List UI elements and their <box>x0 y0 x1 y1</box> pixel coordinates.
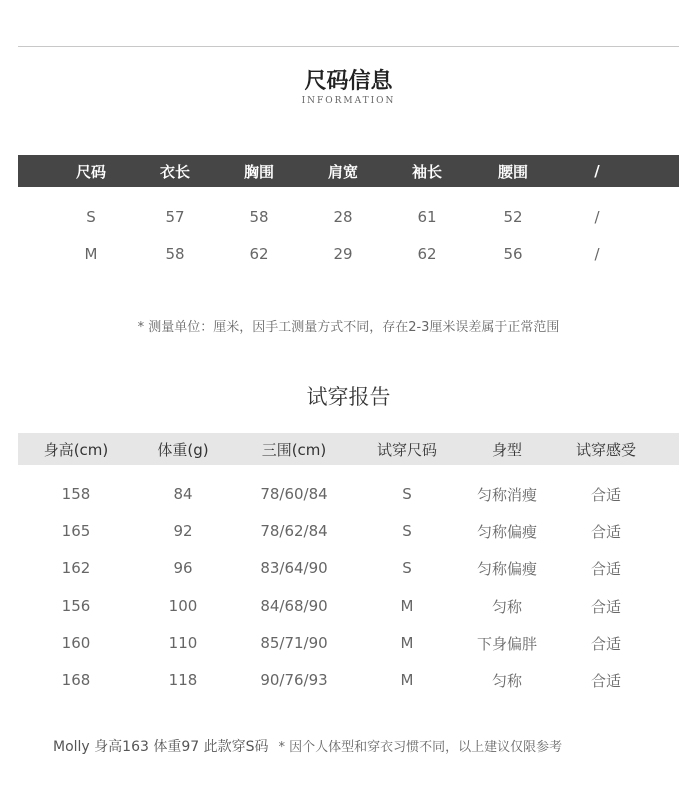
trial-cell: 85/71/90 <box>260 634 328 652</box>
size-cell: 62 <box>417 245 437 263</box>
trial-cell: 下身偏胖 <box>476 634 537 653</box>
trial-cell: 83/64/90 <box>260 559 328 577</box>
trial-cell: 84/68/90 <box>260 597 328 615</box>
size-info-subtitle: INFORMATION <box>301 96 396 106</box>
size-cell: S <box>86 208 96 226</box>
trial-table-row <box>18 519 679 543</box>
trial-cell: 匀称 <box>491 671 522 690</box>
size-cell: 58 <box>249 208 269 226</box>
trial-cell: 110 <box>168 634 198 652</box>
size-cell: 52 <box>503 208 523 226</box>
size-table-row <box>18 205 679 229</box>
trial-header-cell: 试穿尺码 <box>376 440 437 459</box>
trial-cell: 合适 <box>590 559 621 578</box>
size-header-cell: / <box>594 162 600 180</box>
trial-cell: 匀称消瘦 <box>476 485 537 504</box>
top-divider <box>18 46 679 47</box>
trial-table-row <box>18 556 679 580</box>
size-table-row <box>18 242 679 266</box>
trial-report-title: 试穿报告 <box>306 385 391 409</box>
fit-disclaimer: * 因个人体型和穿衣习惯不同，以上建议仅限参考 <box>278 740 563 755</box>
size-table-header <box>18 155 679 187</box>
trial-cell: 96 <box>173 559 193 577</box>
size-cell: 62 <box>249 245 269 263</box>
trial-cell: 162 <box>61 559 91 577</box>
size-cell: M <box>84 245 98 263</box>
size-header-cell: 胸围 <box>243 162 274 181</box>
trial-cell: 160 <box>61 634 91 652</box>
trial-table-row <box>18 631 679 655</box>
trial-cell: 合适 <box>590 597 621 616</box>
trial-header-cell: 试穿感受 <box>575 440 636 459</box>
trial-cell: 158 <box>61 485 91 503</box>
size-header-cell: 衣长 <box>159 162 190 181</box>
trial-cell: 合适 <box>590 671 621 690</box>
trial-cell: 78/62/84 <box>260 522 328 540</box>
size-cell: / <box>594 245 600 263</box>
trial-cell: S <box>402 522 412 540</box>
size-header-cell: 肩宽 <box>327 162 358 181</box>
size-cell: 28 <box>333 208 353 226</box>
trial-cell: 78/60/84 <box>260 485 328 503</box>
trial-cell: 匀称偏瘦 <box>476 559 537 578</box>
size-cell: / <box>594 208 600 226</box>
trial-cell: M <box>400 671 414 689</box>
model-fit-note <box>53 736 562 756</box>
model-info: Molly 身高163 体重97 此款穿S码 <box>53 739 269 755</box>
size-info-title: 尺码信息 <box>304 69 393 94</box>
trial-cell: 匀称 <box>491 597 522 616</box>
trial-cell: 118 <box>168 671 198 689</box>
trial-header-cell: 体重(g) <box>157 440 209 459</box>
trial-cell: 100 <box>168 597 198 615</box>
trial-cell: 168 <box>61 671 91 689</box>
trial-header-cell: 身高(cm) <box>43 440 109 459</box>
trial-cell: 匀称偏瘦 <box>476 522 537 541</box>
trial-cell: M <box>400 597 414 615</box>
trial-table-header <box>18 433 679 465</box>
trial-cell: M <box>400 634 414 652</box>
size-cell: 57 <box>165 208 185 226</box>
trial-cell: 156 <box>61 597 91 615</box>
trial-header-cell: 身型 <box>491 440 522 459</box>
trial-cell: 合适 <box>590 634 621 653</box>
size-cell: 58 <box>165 245 185 263</box>
size-header-cell: 袖长 <box>411 162 442 181</box>
trial-cell: 合适 <box>590 522 621 541</box>
trial-cell: 165 <box>61 522 91 540</box>
trial-cell: 合适 <box>590 485 621 504</box>
trial-cell: 90/76/93 <box>260 671 328 689</box>
trial-cell: S <box>402 485 412 503</box>
trial-table-row <box>18 668 679 692</box>
size-cell: 61 <box>417 208 437 226</box>
trial-table-row <box>18 482 679 506</box>
measurement-note: * 测量单位：厘米，因手工测量方式不同，存在2-3厘米误差属于正常范围 <box>137 320 560 335</box>
size-cell: 56 <box>503 245 523 263</box>
size-header-cell: 尺码 <box>75 162 106 181</box>
size-header-cell: 腰围 <box>497 162 528 181</box>
trial-cell: 84 <box>173 485 193 503</box>
trial-header-cell: 三围(cm) <box>261 440 327 459</box>
trial-cell: S <box>402 559 412 577</box>
size-cell: 29 <box>333 245 353 263</box>
trial-table-row <box>18 594 679 618</box>
trial-cell: 92 <box>173 522 193 540</box>
